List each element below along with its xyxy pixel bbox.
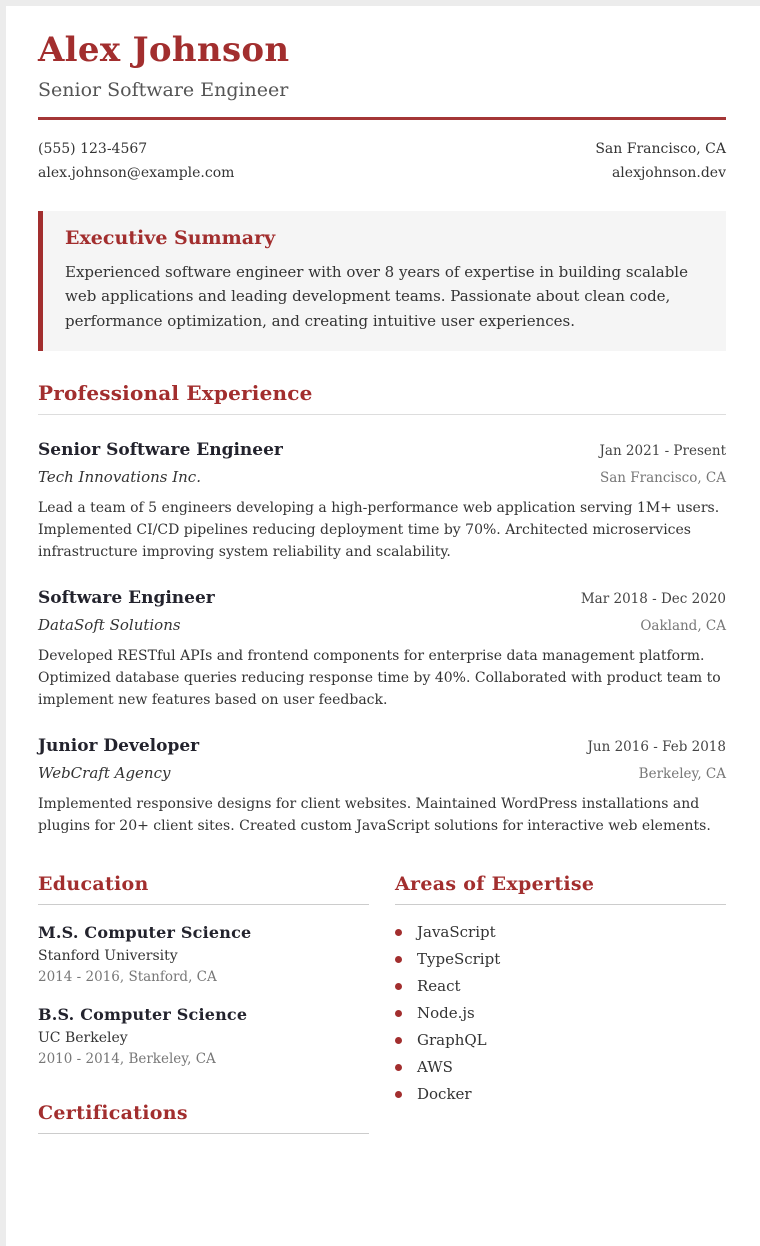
job-location: Oakland, CA (640, 618, 726, 635)
contact-location: San Francisco, CA (595, 140, 726, 157)
job-title-row (38, 440, 726, 460)
expertise-section (395, 873, 726, 1104)
job-company: DataSoft Solutions (38, 616, 181, 635)
skill-item (395, 1031, 726, 1050)
skill-label: JavaScript (417, 923, 496, 942)
contact-website: alexjohnson.dev (611, 164, 726, 181)
right-column (395, 873, 726, 1152)
job-company-row (38, 764, 726, 782)
education-degree: M.S. Computer Science (38, 923, 252, 943)
job-company: Tech Innovations Inc. (38, 468, 201, 487)
education-entry (38, 1005, 369, 1070)
expertise-heading: Areas of Expertise (395, 873, 726, 905)
bullet-icon (395, 1091, 402, 1098)
certifications-heading: Certifications (38, 1102, 369, 1134)
job-location: Berkeley, CA (638, 766, 726, 783)
skill-label: GraphQL (417, 1031, 487, 1050)
contact-section (38, 137, 726, 185)
job-description: Implemented responsive designs for client websites. Maintained WordPress installations and plugins for 20+ client sites. Created custom JavaScript solutions for interactive web elements. (38, 796, 711, 835)
header-divider (38, 117, 726, 120)
job-company: WebCraft Agency (38, 764, 171, 783)
job-entry (38, 588, 726, 711)
education-school: Stanford University (38, 948, 178, 965)
job-dates: Jun 2016 - Feb 2018 (587, 739, 726, 756)
skill-label: Docker (417, 1085, 472, 1104)
job-company-row (38, 468, 726, 486)
job-title: Software Engineer (38, 588, 215, 609)
job-description: Developed RESTful APIs and frontend components for enterprise data management platform. Optimized database queries reducing response time by 40%. Collaborated with product team to implement new features based on user feedback. (38, 648, 721, 709)
contact-email: alex.johnson@example.com (38, 164, 235, 181)
skill-label: TypeScript (417, 950, 501, 969)
bottom-columns (38, 873, 726, 1152)
summary-text: Experienced software engineer with over 8 years of expertise in building scalable web applications and leading development teams. Passionate about clean code, performance optimization, and creating intuitive user experiences. (65, 262, 688, 330)
education-section (38, 873, 369, 1070)
job-dates: Jan 2021 - Present (599, 443, 726, 460)
job-location: San Francisco, CA (599, 470, 726, 487)
skill-label: Node.js (417, 1004, 475, 1023)
skill-item (395, 1004, 726, 1023)
bullet-icon (395, 1064, 402, 1071)
left-column (38, 873, 369, 1152)
job-title: Junior Developer (38, 736, 200, 757)
job-company-row (38, 616, 726, 634)
job-entry (38, 736, 726, 837)
job-description: Lead a team of 5 engineers developing a high-performance web application serving 1M+ users. Implemented CI/CD pipelines reducing deployment time by 70%. Architected microservices infrastructure improving system reliability and scalability. (38, 500, 720, 561)
skill-label: AWS (417, 1058, 453, 1077)
skill-item (395, 923, 726, 942)
bullet-icon (395, 956, 402, 963)
executive-summary-section (38, 211, 726, 352)
education-school: UC Berkeley (38, 1030, 128, 1047)
job-entry (38, 440, 726, 563)
bullet-icon (395, 1037, 402, 1044)
job-title-row (38, 736, 726, 756)
bullet-icon (395, 929, 402, 936)
job-title-row (38, 588, 726, 608)
job-dates: Mar 2018 - Dec 2020 (580, 591, 726, 608)
bullet-icon (395, 1010, 402, 1017)
education-details: 2010 - 2014, Berkeley, CA (38, 1051, 216, 1068)
experience-heading: Professional Experience (38, 381, 726, 415)
person-name: Alex Johnson (38, 30, 290, 70)
skill-item (395, 977, 726, 996)
bullet-icon (395, 983, 402, 990)
skills-list (395, 923, 726, 1104)
education-heading: Education (38, 873, 369, 905)
contact-right-column (595, 137, 726, 185)
job-title: Senior Software Engineer (38, 440, 283, 461)
contact-left-column (38, 137, 234, 185)
contact-phone: (555) 123-4567 (38, 140, 148, 157)
education-degree: B.S. Computer Science (38, 1005, 248, 1025)
summary-heading: Executive Summary (65, 226, 276, 249)
skill-item (395, 1085, 726, 1104)
certifications-section (38, 1102, 369, 1134)
skill-label: React (417, 977, 461, 996)
skill-item (395, 1058, 726, 1077)
education-entry (38, 923, 369, 988)
header (38, 32, 726, 101)
experience-section (38, 381, 726, 837)
person-job-title: Senior Software Engineer (38, 78, 289, 101)
resume-document (6, 6, 760, 1246)
education-details: 2014 - 2016, Stanford, CA (38, 969, 217, 986)
skill-item (395, 950, 726, 969)
